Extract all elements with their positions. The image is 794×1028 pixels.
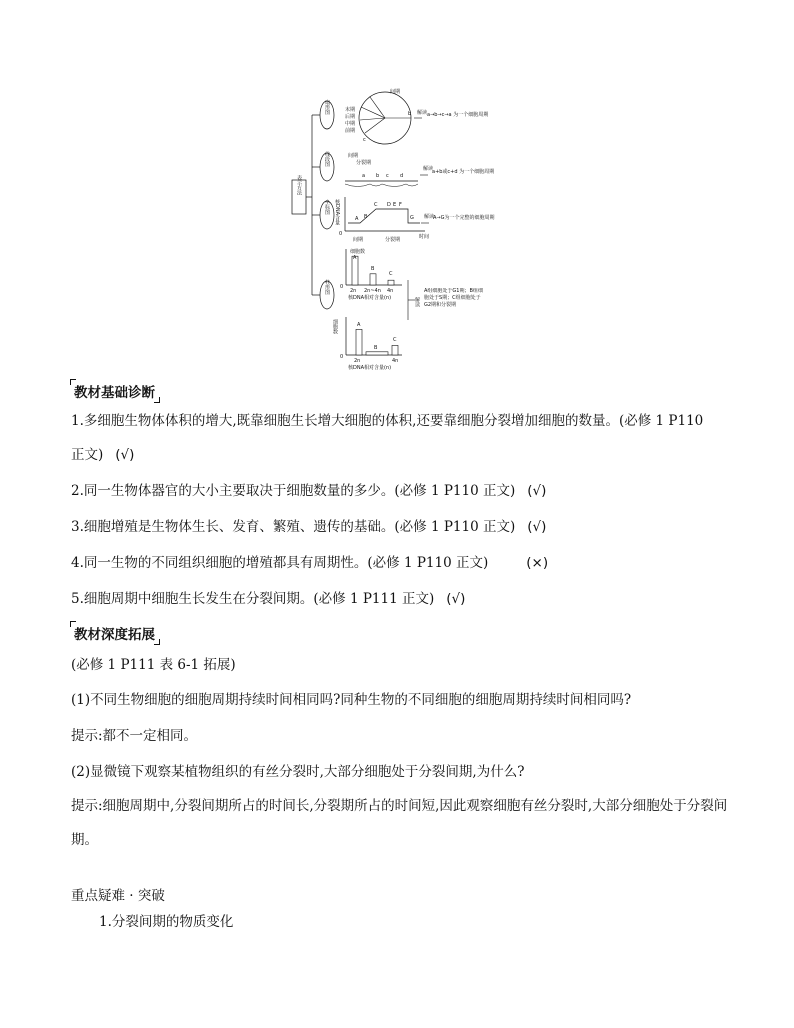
bar2-group-C: C <box>393 337 397 343</box>
bar2-C <box>392 345 398 355</box>
jiedu-coord: 解读 <box>424 214 435 220</box>
bar2-A <box>356 329 362 355</box>
item-5-mark: (√) <box>446 591 466 607</box>
extension-source: (必修 1 P111 表 6-1 拓展) <box>71 657 236 673</box>
pie-phase-1: 后期 <box>345 114 356 120</box>
bar1-group-C: C <box>389 271 393 277</box>
item-4: 4.同一生物的不同组织细胞的增殖都具有周期性。(必修 1 P110 正文) (×) <box>71 555 549 571</box>
pie-phase-3: 前期 <box>345 128 356 134</box>
coord-point-D: D <box>387 202 391 208</box>
coord-point-G: G <box>410 215 414 221</box>
line-interphase-label: 间期 <box>348 153 359 159</box>
bar1-group-A: A <box>353 255 357 261</box>
note-coord: A→G为一个完整的细胞周期 <box>433 215 495 221</box>
item-3: 3.细胞增殖是生物体生长、发育、繁殖、遗传的基础。(必修 1 P110 正文) (√) <box>71 519 547 535</box>
coord-point-B: B <box>364 214 368 220</box>
item-2-mark: (√) <box>527 483 547 499</box>
cell-cycle-representation-diagram <box>290 85 510 370</box>
pie-point-c: c <box>363 137 366 143</box>
bar2-B <box>366 352 388 355</box>
branch-label-bar: 柱形图 <box>324 279 330 295</box>
answer-2: 提示:细胞周期中,分裂间期所占的时间长,分裂期所占的时间短,因此观察细胞有丝分裂时,大部分细胞处于分裂间期。 <box>71 798 728 848</box>
pie-phase-0: 末期 <box>345 107 356 113</box>
coord-point-E: E <box>393 202 397 208</box>
bar2-tick-0: 2n <box>354 358 361 364</box>
diagram-svg <box>290 85 510 370</box>
note-bar: A组细胞处于G1期；B组细胞处于S期；C组细胞处于G2期和分裂期 <box>424 288 483 308</box>
bar2-group-A: A <box>357 322 361 328</box>
coord-y-label: 核DNA含量 <box>334 199 340 226</box>
root-label: 表示方法 <box>296 175 302 195</box>
branch-label-pie: 扇形图 <box>324 99 330 115</box>
bar1-x-label: 核DNA相对含量(n) <box>348 295 392 301</box>
bar1-tick-1: 2n~4n <box>364 288 381 294</box>
coord-point-A: A <box>355 216 359 222</box>
bar2-tick-2: 4n <box>392 358 399 364</box>
bar1-origin: 0 <box>340 284 344 290</box>
coord-origin: 0 <box>339 231 343 237</box>
branch-label-coord: 坐标图 <box>324 199 330 215</box>
jiedu-line: 解读 <box>423 166 434 172</box>
bar2-group-B: B <box>374 345 378 351</box>
heading-deep-extension: 教材深度拓展 <box>72 623 157 643</box>
line-point-c: c <box>386 173 389 179</box>
question-2: (2)显微镜下观察某植物组织的有丝分裂时,大部分细胞处于分裂间期,为什么? <box>71 764 525 780</box>
item-1-mark: (√) <box>115 447 135 463</box>
item-3-mark: (√) <box>527 519 547 535</box>
bar1-tick-0: 2n <box>350 288 357 294</box>
coord-x-label: 时间 <box>419 234 430 240</box>
coord-point-F: F <box>399 202 402 208</box>
line-division-label: 分裂期 <box>356 160 372 166</box>
bar1-tick-2: 4n <box>387 288 394 294</box>
bar1-group-B: B <box>371 266 375 272</box>
pie-interphase-label: 间期 <box>390 89 401 95</box>
note-line: a+b或c+d 为一个细胞周期 <box>432 169 495 175</box>
bar2-x-label: 核DNA相对含量(n) <box>348 365 392 370</box>
bar1-B <box>370 274 376 285</box>
bar1-C <box>388 280 394 285</box>
key-difficulty-subtitle: 1.分裂间期的物质变化 <box>99 914 234 930</box>
note-pie: a→b→c→a 为一个细胞周期 <box>427 112 489 118</box>
key-difficulty-title: 重点疑难 · 突破 <box>71 888 165 904</box>
line-point-a: a <box>362 173 366 179</box>
question-1: (1)不同生物细胞的细胞周期持续时间相同吗?同种生物的不同细胞的细胞周期持续时间相同吗? <box>71 692 632 708</box>
line-point-d: d <box>400 173 404 179</box>
item-5: 5.细胞周期中细胞生长发生在分裂间期。(必修 1 P111 正文) (√) <box>71 591 466 607</box>
bar2-y-label: 细胞数 <box>332 319 338 334</box>
bar1-y-label: 细胞数 <box>350 249 366 255</box>
item-2: 2.同一生物体器官的大小主要取决于细胞数量的多少。(必修 1 P110 正文) (√) <box>71 483 547 499</box>
coord-division-label: 分裂期 <box>385 237 401 243</box>
jiedu-pie: 解读 <box>417 110 428 116</box>
heading-basic-diagnosis: 教材基础诊断 <box>72 381 157 401</box>
line-point-b: b <box>376 173 380 179</box>
pie-point-b: b <box>408 111 412 117</box>
branch-label-line: 线段图 <box>324 151 330 167</box>
item-1: 1.多细胞生物体体积的增大,既靠细胞生长增大细胞的体积,还要靠细胞分裂增加细胞的数量。(必修 1 P110 <box>71 413 704 429</box>
answer-1: 提示:都不一定相同。 <box>71 728 198 744</box>
item-1-cont: 正文) (√) <box>71 447 135 463</box>
jiedu-bar: 解读 <box>414 297 420 307</box>
coord-point-C: C <box>374 202 378 208</box>
pie-phase-2: 中期 <box>345 121 356 127</box>
coord-interphase-label: 间期 <box>353 237 364 243</box>
item-4-mark: (×) <box>526 555 549 571</box>
bar2-origin: 0 <box>340 354 344 360</box>
